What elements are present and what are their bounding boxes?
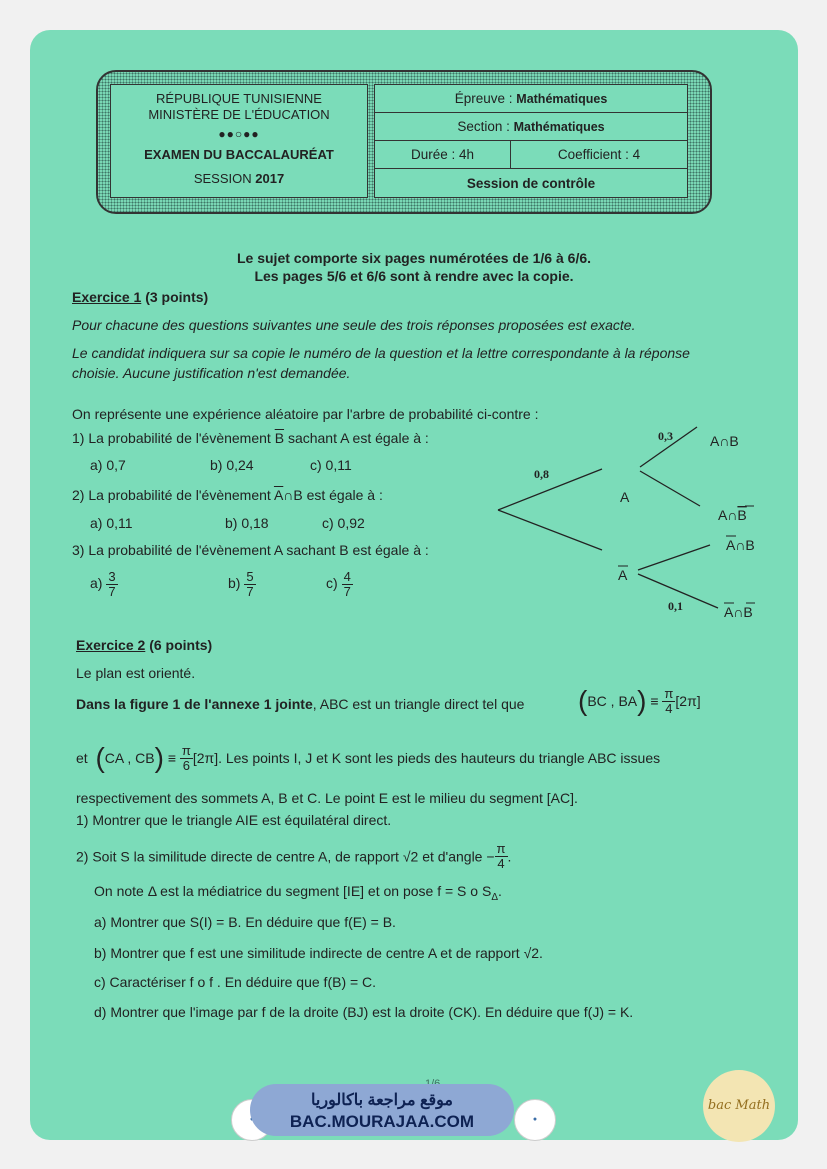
- ex1-context: On représente une expérience aléatoire par l'arbre de probabilité ci-contre :: [72, 406, 539, 422]
- angle1-mod: [2π]: [675, 693, 701, 709]
- ex2-heading: [76, 637, 212, 653]
- epreuve-row: [375, 85, 687, 113]
- watermark-arabic: موقع مراجعة باكالوريا: [311, 1092, 453, 1109]
- q2-text-a: 2) La probabilité de l'évènement: [72, 487, 271, 503]
- tree-prob-1: 0,8: [534, 467, 549, 481]
- tree-prob-2: 0,3: [658, 429, 673, 443]
- coefficient: Coefficient : 4: [557, 147, 641, 162]
- q3-label-b: b): [228, 575, 241, 592]
- q2-angle-num: π: [496, 841, 506, 856]
- angle1-equiv: ≡: [650, 693, 659, 709]
- tree-leaf-AbarBbar: [724, 604, 753, 620]
- q2-angle-fraction: [495, 842, 508, 871]
- q3-den-a: 7: [108, 584, 116, 599]
- tree-leaf-ABbar: [718, 507, 747, 523]
- angle2-equiv: ≡: [167, 750, 176, 766]
- duration-row: [375, 141, 687, 169]
- q1-text-a: 1) La probabilité de l'évènement: [72, 430, 271, 446]
- exam-title: EXAMEN DU BACCALAURÉAT: [144, 147, 334, 162]
- tree-branch-A-Bbar: [640, 471, 700, 506]
- ex2-delta: [94, 883, 502, 903]
- ex2-q1: 1) Montrer que le triangle AIE est équilatéral direct.: [76, 812, 392, 828]
- epreuve-label: Épreuve :: [454, 91, 513, 106]
- ex1-instruction-2a: Le candidat indiquera sur sa copie le numéro de la question et la lettre correspondante à la réponse: [72, 345, 690, 361]
- q3-label-c: c): [326, 575, 338, 592]
- tree-leaf-AbarB: [726, 537, 755, 553]
- tree-branch-A: [498, 469, 602, 510]
- q3-answer-c: [326, 570, 353, 599]
- leaf3-part-b: ∩B: [735, 537, 755, 553]
- ex1-q2: [72, 487, 383, 503]
- bacmath-logo: bac Math: [703, 1070, 775, 1142]
- session-line: [111, 171, 367, 186]
- q2-text-c: ∩B est égale à :: [283, 487, 383, 503]
- tree-leaf-AB: A∩B: [710, 433, 739, 449]
- epreuve-value: Mathématiques: [516, 91, 608, 106]
- ex2-qd: d) Montrer que l'image par f de la droite (BJ) est la droite (CK). En déduire que f(J) = K.: [94, 1004, 634, 1020]
- angle1-fraction: [662, 687, 675, 716]
- q3-den-b: 7: [246, 584, 254, 599]
- q2-answer-b: b) 0,18: [225, 515, 269, 531]
- angle1-num: π: [664, 685, 674, 701]
- tree-branch-Abar-B: [638, 545, 710, 570]
- paren-close-2: ): [154, 742, 164, 773]
- ex1-points: (3 points): [145, 289, 209, 305]
- section-row: [375, 113, 687, 141]
- q3-num-c: 4: [343, 569, 351, 584]
- q3-den-c: 7: [343, 584, 351, 599]
- ex2-qa: a) Montrer que S(I) = B. En déduire que f(E) = B.: [94, 914, 396, 930]
- leaf4-part-c: B: [743, 604, 753, 620]
- ex1-title: Exercice 1: [72, 289, 142, 305]
- q1-text-c: sachant A est égale à :: [287, 430, 429, 446]
- leaf4-part-a: A: [724, 604, 734, 620]
- duration: Durée : 4h: [375, 141, 511, 168]
- watermark-site[interactable]: BAC.MOURAJAA.COM: [289, 1112, 475, 1131]
- section-label: Section :: [457, 119, 510, 134]
- section-value: Mathématiques: [513, 119, 605, 134]
- ex2-qc: c) Caractériser f o f . En déduire que f(B) = C.: [94, 974, 377, 990]
- republic-label: RÉPUBLIQUE TUNISIENNE: [156, 91, 322, 106]
- q1-answer-c: c) 0,11: [310, 457, 352, 473]
- angle2-fraction: [180, 744, 193, 773]
- session-year: 2017: [255, 171, 285, 186]
- q1-answer-b: b) 0,24: [210, 457, 254, 473]
- q1-answer-a: a) 0,7: [90, 457, 126, 473]
- exam-header: [96, 70, 712, 214]
- session-type: Session de contrôle: [466, 175, 596, 191]
- header-left-panel: [110, 84, 368, 198]
- q2-answer-c: c) 0,92: [322, 515, 365, 531]
- dots-ornament: ●●○●●: [218, 127, 260, 141]
- q3-fraction-a: [106, 570, 117, 599]
- ex2-figure-line: [76, 696, 524, 712]
- delta-text: On note Δ est la médiatrice du segment [IE] et on pose f = S o S: [94, 883, 492, 899]
- ministry-label: MINISTÈRE DE L'ÉDUCATION: [148, 107, 330, 122]
- q3-answer-a: [90, 570, 118, 599]
- angle2-vectors: CA , CB: [104, 750, 155, 766]
- ex1-instruction-2b: choisie. Aucune justification n'est demandée.: [72, 365, 351, 381]
- ex2-q2: [76, 842, 511, 871]
- angle-1: [578, 685, 701, 717]
- q3-fraction-b: [244, 570, 255, 599]
- delta-sub: Δ: [491, 891, 498, 903]
- angle2-rest: [2π]. Les points I, J et K sont les pieds des hauteurs du triangle ABC issues: [192, 750, 661, 766]
- ex2-figure-rest: , ABC est un triangle direct tel que: [312, 696, 525, 712]
- ex1-q3: 3) La probabilité de l'évènement A sachant B est égale à :: [72, 542, 429, 558]
- leaf4-part-b: ∩: [733, 604, 744, 620]
- q3-label-a: a): [90, 575, 103, 592]
- angle1-vectors: BC , BA: [587, 693, 638, 709]
- q3-num-a: 3: [108, 569, 116, 584]
- ex2-qb: b) Montrer que f est une similitude indirecte de centre A et de rapport √2.: [94, 945, 543, 961]
- delta-end: .: [498, 883, 502, 899]
- angle2-den: 6: [182, 757, 190, 773]
- leaf2-part-a: A∩: [718, 507, 738, 523]
- angle2-num: π: [181, 742, 191, 758]
- tree-branch-Abar: [498, 510, 602, 550]
- tree-node-Abar: A: [618, 567, 628, 583]
- ex2-title: Exercice 2: [76, 637, 146, 653]
- paren-close-1: ): [637, 685, 647, 716]
- ex1-heading: [72, 289, 208, 305]
- q2-end: .: [507, 848, 512, 865]
- ex1-instruction-1: Pour chacune des questions suivantes une seule des trois réponses proposées est exacte.: [72, 317, 636, 333]
- probability-tree: [490, 400, 780, 620]
- ex2-q2-text: 2) Soit S la similitude directe de centre A, de rapport √2 et d'angle −: [76, 848, 495, 865]
- q2-angle-den: 4: [497, 856, 505, 871]
- q3-answer-b: [228, 570, 256, 599]
- leaf2-part-b: B: [737, 507, 747, 523]
- q2-answer-a: a) 0,11: [90, 515, 133, 531]
- et-label: et: [76, 750, 88, 766]
- exam-page: [30, 30, 798, 1140]
- ex1-q1: [72, 430, 429, 446]
- angle-2-line: [76, 742, 660, 774]
- q3-num-b: 5: [246, 569, 254, 584]
- ex2-oriented: Le plan est orienté.: [76, 665, 196, 681]
- q2-event: $\overline{A}$: [273, 487, 284, 503]
- paren-open-1: (: [578, 685, 588, 716]
- ex2-respectively: respectivement des sommets A, B et C. Le point E est le milieu du segment [AC].: [76, 790, 578, 806]
- q1-event: $\overline{B}$: [274, 430, 285, 446]
- ex2-figure-ref: Dans la figure 1 de l'annexe 1 jointe: [76, 696, 313, 712]
- tree-prob-3: 0,1: [668, 599, 683, 613]
- angle1-den: 4: [665, 700, 673, 716]
- session-label: SESSION: [193, 171, 252, 186]
- leaf3-part-a: A: [726, 537, 736, 553]
- intro-line-2: Les pages 5/6 et 6/6 sont à rendre avec la copie.: [254, 268, 574, 284]
- header-right-panel: [374, 84, 688, 198]
- q3-fraction-c: [342, 570, 353, 599]
- intro-line-1: Le sujet comporte six pages numérotées de 1/6 à 6/6.: [236, 250, 592, 266]
- ex2-points: (6 points): [149, 637, 213, 653]
- watermark-banner[interactable]: [250, 1084, 514, 1136]
- right-logo-icon: ●: [514, 1099, 556, 1141]
- paren-open-2: (: [95, 742, 105, 773]
- tree-node-A: A: [620, 489, 630, 505]
